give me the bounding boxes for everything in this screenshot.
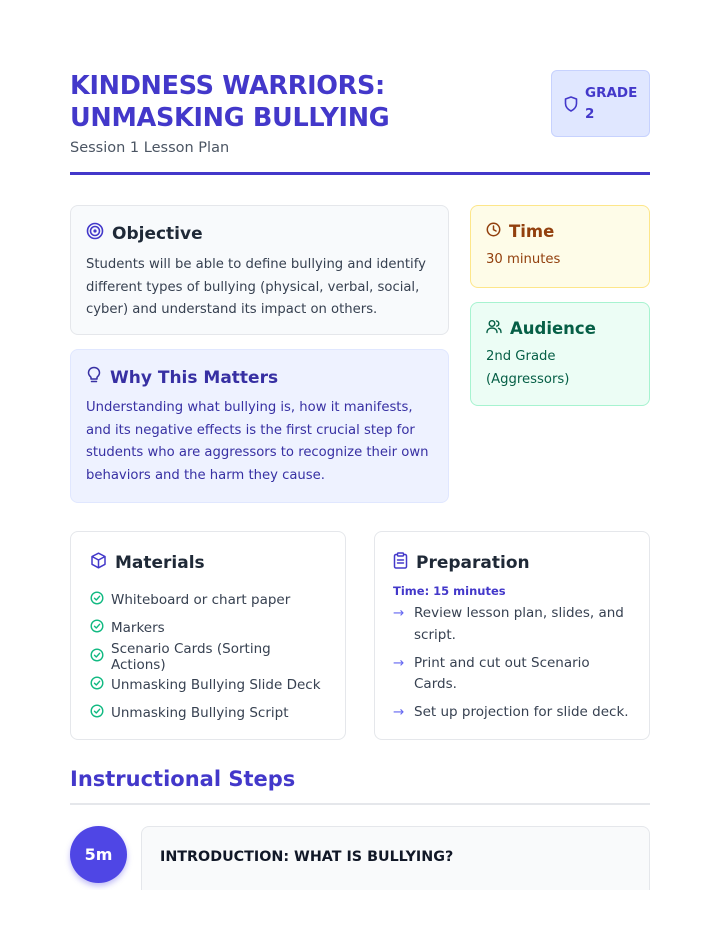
audience-card [470,302,650,406]
arrow-right-icon: → [393,704,405,720]
page-bottom-margin [0,890,720,932]
target-icon [86,222,104,245]
audience-value: 2nd Grade (Aggressors) [486,349,570,387]
time-value: 30 minutes [486,252,561,267]
grade-label: GRADE 2 [585,85,638,122]
check-circle-icon [90,704,104,722]
materials-card [70,531,346,740]
list-item: Unmasking Bullying Script [90,699,326,727]
page-title: KINDNESS WARRIORS: UNMASKING BULLYING [70,71,390,133]
steps-divider [70,803,650,805]
check-circle-icon [90,676,104,694]
time-heading: Time [509,222,555,241]
list-item: Scenario Cards (Sorting Actions) [90,643,326,671]
instructional-steps-heading: Instructional Steps [70,767,296,791]
shield-icon [564,96,578,116]
check-circle-icon [90,648,104,666]
arrow-right-icon: → [393,654,405,671]
why-heading: Why This Matters [110,367,279,388]
time-card [470,205,650,288]
list-item: Unmasking Bullying Slide Deck [90,671,326,699]
audience-heading: Audience [510,319,596,338]
list-item: → Print and cut out Scenario Cards. [393,653,631,696]
preparation-heading: Preparation [416,553,530,573]
list-item: Whiteboard or chart paper [90,586,326,614]
preparation-list [393,603,631,724]
header-divider [70,172,650,175]
check-circle-icon [90,619,104,637]
list-item: → Review lesson plan, slides, and script. [393,603,631,646]
page-subtitle: Session 1 Lesson Plan [70,140,230,156]
objective-text: Students will be able to define bullying and identify different types of bullying (physical, verbal, social, cyber) and understand its impact on others. [86,257,426,318]
list-item: Markers [90,614,326,642]
clock-icon [486,222,501,241]
clipboard-icon [393,552,408,574]
preparation-time: Time: 15 minutes [393,584,506,598]
box-icon [90,552,107,574]
materials-list [90,586,326,727]
grade-badge [551,70,650,137]
objective-heading: Objective [112,223,203,244]
users-icon [486,319,502,338]
arrow-right-icon: → [393,605,405,621]
lightbulb-icon [86,366,102,389]
why-text: Understanding what bullying is, how it manifests, and its negative effects is the first crucial step for students who are aggressors to recognize their own behaviors and the harm they cause. [86,400,429,484]
materials-heading: Materials [115,553,205,573]
list-item: → Set up projection for slide deck. [393,702,631,724]
why-matters-card [70,349,449,503]
lesson-header [70,70,650,156]
step-card [141,826,650,896]
step-duration-badge: 5m [70,826,127,883]
preparation-card [374,531,650,740]
step-title: INTRODUCTION: WHAT IS BULLYING? [160,849,454,865]
objective-card [70,205,449,335]
check-circle-icon [90,591,104,609]
